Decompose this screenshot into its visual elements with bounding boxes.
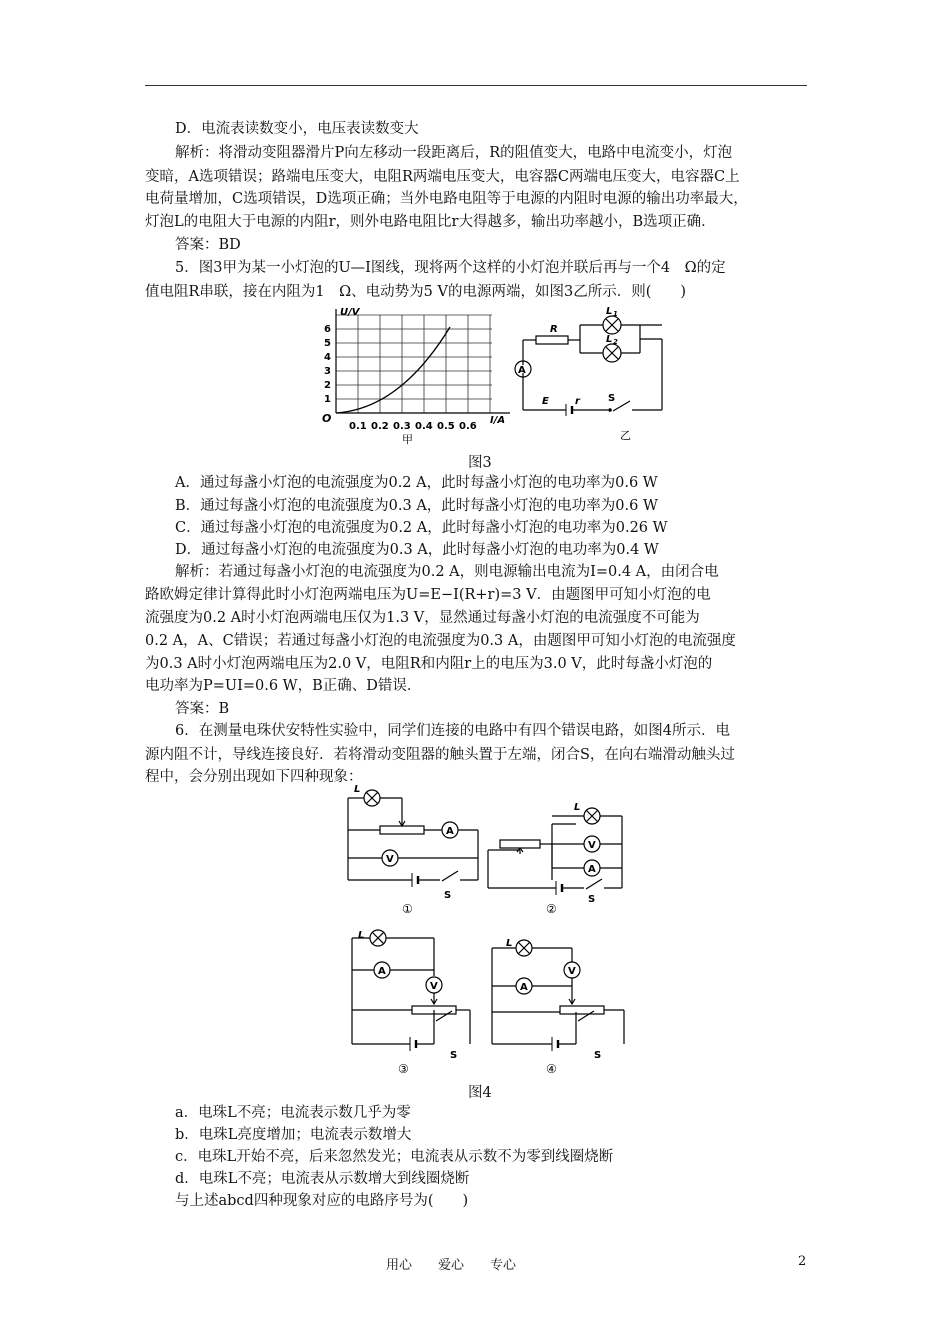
q5-option: D．通过每盏小灯泡的电流强度为0.3 A，此时每盏小灯泡的电功率为0.4 W [175, 542, 659, 558]
footer-motto: 用心 爱心 专心 [386, 1258, 517, 1273]
label-l2-sub: 2 [613, 338, 618, 346]
q6-question: 与上述abcd四种现象对应的电路序号为( ) [175, 1193, 469, 1209]
y-tick: 5 [324, 338, 331, 349]
c1-label-s: S [444, 890, 452, 901]
figure4-circuits [340, 780, 640, 1080]
q6-stem-line: 源内阻不计，导线连接良好．若将滑动变阻器的触头置于左端，闭合S，在向右端滑动触头过 [145, 747, 735, 763]
graph-ylabel: U/V [340, 307, 360, 318]
x-tick: 0.5 [437, 421, 455, 432]
c3-label-a: A [378, 966, 386, 977]
circuit-4 [492, 940, 624, 1051]
c4-label-l: L [506, 938, 513, 949]
label-r: R [550, 324, 558, 335]
label-small-r: r [575, 396, 580, 407]
circuit-number: ④ [546, 1062, 557, 1076]
c2-label-l: L [574, 802, 581, 813]
c1-label-v: V [386, 854, 394, 865]
y-tick: 3 [324, 366, 331, 377]
q6-phenomenon: c．电珠L开始不亮，后来忽然发光；电流表从示数不为零到线圈烧断 [175, 1149, 614, 1165]
page-number: 2 [798, 1254, 807, 1269]
q4-analysis-line: 灯泡L的电阻大于电源的内阻r，则外电路电阻比r大得越多，输出功率越小，B选项正确． [145, 214, 716, 230]
label-l1-sub: 1 [613, 310, 618, 318]
y-tick: 1 [324, 394, 331, 405]
q5-option: C．通过每盏小灯泡的电流强度为0.2 A，此时每盏小灯泡的电功率为0.26 W [175, 520, 668, 536]
label-l1: L [606, 306, 613, 317]
c1-label-a: A [446, 826, 454, 837]
q5-analysis-line: 为0.3 A时小灯泡两端电压为2.0 V，电阻R和内阻r上的电压为3.0 V，此时每盏小灯泡的 [145, 656, 713, 672]
q5-stem-line: 值电阻R串联，接在内阻为1 Ω、电动势为5 V的电源两端，如图3乙所示．则( ) [145, 284, 687, 300]
header-rule [145, 85, 807, 86]
c3-label-s: S [450, 1050, 458, 1061]
q5-option: B．通过每盏小灯泡的电流强度为0.3 A，此时每盏小灯泡的电功率为0.6 W [175, 498, 658, 514]
x-tick: 0.2 [371, 421, 389, 432]
graph-grid [336, 315, 492, 413]
c3-label-v: V [430, 981, 438, 992]
label-e: E [542, 396, 549, 407]
figure3-circuit [508, 305, 678, 445]
q5-analysis-line: 电功率为P=UI=0.6 W，B正确、D错误． [145, 678, 422, 694]
circuit-1 [348, 790, 478, 887]
q5-option: A．通过每盏小灯泡的电流强度为0.2 A，此时每盏小灯泡的电功率为0.6 W [175, 475, 658, 491]
label-a: A [518, 365, 526, 376]
figure4-caption: 图4 [468, 1085, 492, 1101]
graph-origin: O [322, 412, 332, 425]
q6-phenomenon: d．电珠L不亮；电流表从示数增大到线圈烧断 [175, 1171, 470, 1187]
circuit-sub-label: 乙 [620, 429, 631, 442]
x-tick: 0.1 [349, 421, 367, 432]
q4-analysis-line: 电荷量增加，C选项错误，D选项正确；当外电路电阻等于电源的内阻时电源的输出功率最大， [145, 191, 748, 207]
c1-label-l: L [354, 784, 361, 795]
q4-answer: 答案：BD [175, 237, 241, 253]
circuit-number: ② [546, 902, 557, 916]
q4-analysis-line: 解析：将滑动变阻器滑片P向左移动一段距离后，R的阻值变大，电路中电流变小，灯泡 [175, 145, 733, 161]
circuit-2 [488, 808, 622, 895]
graph-xlabel: I/A [490, 415, 506, 426]
y-tick: 6 [324, 324, 331, 335]
q5-answer: 答案：B [175, 701, 230, 717]
c4-label-s: S [594, 1050, 602, 1061]
c4-label-v: V [568, 966, 576, 977]
c3-label-l: L [358, 930, 365, 941]
graph-sub-label: 甲 [402, 433, 413, 445]
q5-stem-line: 5．图3甲为某一小灯泡的U—I图线，现将两个这样的小灯泡并联后再与一个4 Ω的定 [175, 260, 726, 276]
q5-analysis-line: 解析：若通过每盏小灯泡的电流强度为0.2 A，则电源输出电流为I=0.4 A，由闭合电 [175, 564, 719, 580]
x-tick: 0.4 [415, 421, 433, 432]
resistor-r [536, 336, 568, 344]
y-tick: 2 [324, 380, 331, 391]
q6-phenomenon: b．电珠L亮度增加；电流表示数增大 [175, 1127, 412, 1143]
label-s: S [608, 393, 616, 404]
q5-analysis-line: 路欧姆定律计算得此时小灯泡两端电压为U=E−I(R+r)=3 V．由题图甲可知小灯泡的电 [145, 587, 711, 603]
q6-stem-line: 程中，会分别出现如下四种现象： [145, 769, 363, 785]
label-l2: L [606, 334, 613, 345]
graph-ui-curve [336, 327, 450, 413]
y-tick: 4 [324, 352, 331, 363]
figure3-caption: 图3 [468, 455, 492, 471]
c2-label-a: A [588, 864, 596, 875]
x-tick: 0.6 [459, 421, 477, 432]
figure3-graph [310, 305, 525, 445]
c2-label-v: V [588, 840, 596, 851]
circuit-number: ③ [398, 1062, 409, 1076]
q5-analysis-line: 流强度为0.2 A时小灯泡两端电压仅为1.3 V，显然通过每盏小灯泡的电流强度不可能为 [145, 610, 700, 626]
q6-phenomenon: a．电珠L不亮；电流表示数几乎为零 [175, 1105, 411, 1121]
circuit-number: ① [402, 902, 413, 916]
circuit-3 [352, 930, 470, 1051]
q4-option-d: D．电流表读数变小，电压表读数变大 [175, 121, 419, 137]
c4-label-a: A [520, 982, 528, 993]
q6-stem-line: 6．在测量电珠伏安特性实验中，同学们连接的电路中有四个错误电路，如图4所示．电 [175, 723, 730, 739]
q5-analysis-line: 0.2 A，A、C错误；若通过每盏小灯泡的电流强度为0.3 A，由题图甲可知小灯泡的电流强度 [145, 633, 736, 649]
q4-analysis-line: 变暗，A选项错误；路端电压变大，电阻R两端电压变大，电容器C两端电压变大，电容器C上 [145, 169, 740, 185]
c2-label-s: S [588, 894, 596, 905]
x-tick: 0.3 [393, 421, 411, 432]
